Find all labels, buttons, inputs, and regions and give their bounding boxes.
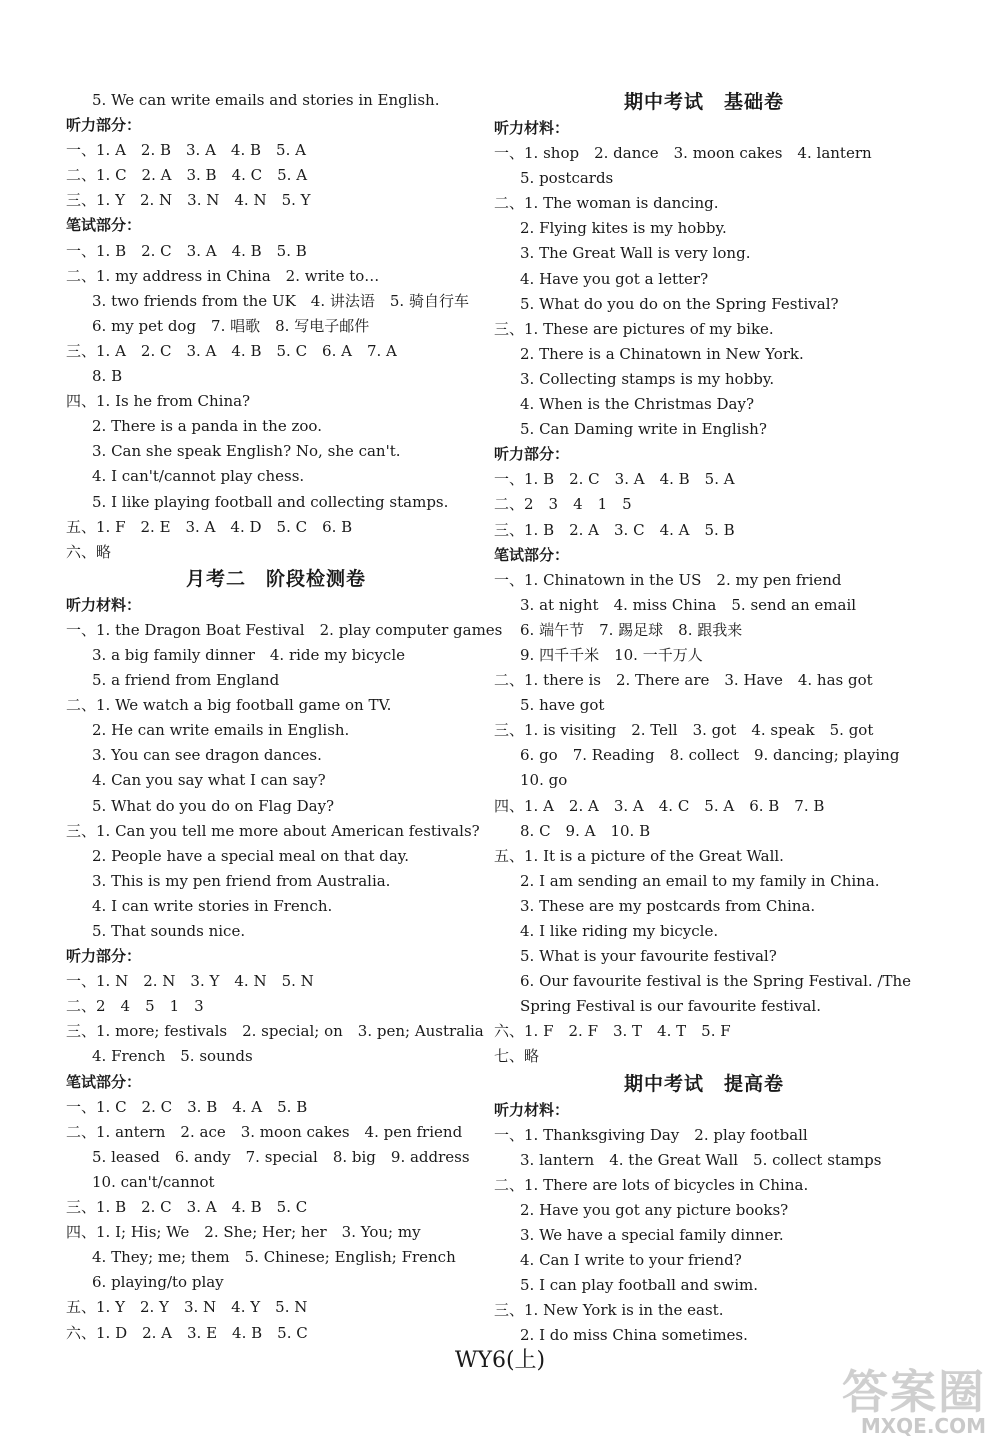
section-title: 期中考试 基础卷 bbox=[623, 91, 784, 113]
answer-line: 二、1. We watch a big football game on TV. bbox=[66, 696, 392, 715]
answer-line: 5. postcards bbox=[520, 169, 614, 188]
answer-line: 5. Can Daming write in English? bbox=[520, 420, 767, 439]
answer-line: 一、1. N 2. N 3. Y 4. N 5. N bbox=[66, 972, 314, 991]
section-label: 听力材料： bbox=[494, 119, 570, 137]
answer-line: 四、1. I; His; We 2. She; Her; her 3. You; my bbox=[66, 1223, 421, 1242]
answer-line: 5. I like playing football and collecting stamps. bbox=[92, 492, 449, 511]
right-column bbox=[494, 88, 914, 1349]
section-label: 听力材料： bbox=[494, 1100, 570, 1119]
answer-line: 三、1. New York is in the east. bbox=[494, 1301, 724, 1320]
answer-line: 二、1. antern 2. ace 3. moon cakes 4. pen friend bbox=[66, 1122, 463, 1141]
answer-line: 2. I do miss China sometimes. bbox=[520, 1326, 748, 1345]
section-title: 月考二 阶段检测卷 bbox=[185, 567, 366, 590]
answer-line: 6. Our favourite festival is the Spring Festival. /The bbox=[520, 972, 912, 991]
answer-line: 五、1. F 2. E 3. A 4. D 5. C 6. B bbox=[66, 517, 353, 536]
answer-line: 5. leased 6. andy 7. special 8. big 9. address bbox=[92, 1147, 470, 1166]
answer-line: 2. Flying kites is my hobby. bbox=[520, 219, 727, 238]
answer-line: 3. You can see dragon dances. bbox=[92, 746, 322, 765]
answer-line: 4. Have you got a letter? bbox=[520, 269, 709, 288]
answer-line: 6. go 7. Reading 8. collect 9. dancing; playing bbox=[520, 746, 900, 765]
answer-line: 二、1. my address in China 2. write to… bbox=[66, 266, 380, 285]
answer-line: 3. two friends from the UK 4. 讲法语 5. 骑自行车 bbox=[92, 291, 469, 310]
answer-line: 4. French 5. sounds bbox=[92, 1047, 253, 1066]
answer-line: 三、1. Can you tell me more about American festivals? bbox=[66, 821, 480, 840]
left-column bbox=[66, 88, 503, 1346]
answer-line: 4. I can't/cannot play chess. bbox=[92, 467, 305, 486]
answer-line: 2. He can write emails in English. bbox=[92, 721, 350, 740]
answer-line: 5. What do you do on the Spring Festival? bbox=[520, 294, 839, 313]
answer-line: 2. There is a Chinatown in New York. bbox=[520, 344, 804, 363]
answer-line: 2. There is a panda in the zoo. bbox=[92, 417, 322, 436]
answer-line: 5. I can play football and swim. bbox=[520, 1276, 758, 1295]
answer-line: 3. lantern 4. the Great Wall 5. collect stamps bbox=[520, 1150, 882, 1169]
answer-line: 一、1. B 2. C 3. A 4. B 5. A bbox=[494, 470, 735, 489]
answer-line: 4. Can I write to your friend? bbox=[520, 1251, 742, 1270]
answer-line: 四、1. A 2. A 3. A 4. C 5. A 6. B 7. B bbox=[494, 796, 825, 815]
answer-line: 5. What is your favourite festival? bbox=[520, 947, 777, 966]
answer-line: 三、1. B 2. A 3. C 4. A 5. B bbox=[494, 520, 735, 539]
section-label: 听力部分： bbox=[66, 116, 142, 135]
watermark-text: 答案圈 bbox=[842, 1364, 986, 1419]
answer-line: 3. at night 4. miss China 5. send an email bbox=[520, 595, 857, 614]
answer-line: 一、1. Chinatown in the US 2. my pen friend bbox=[494, 570, 842, 589]
answer-line: 3. We have a special family dinner. bbox=[520, 1226, 784, 1245]
answer-line: 3. The Great Wall is very long. bbox=[520, 244, 751, 263]
answer-line: 六、略 bbox=[66, 542, 112, 561]
answer-line: 4. I can write stories in French. bbox=[92, 896, 333, 915]
answer-line: 一、1. the Dragon Boat Festival 2. play computer games bbox=[66, 620, 503, 639]
watermark-url: MXQE.COM bbox=[860, 1414, 986, 1438]
answer-line: 3. Can she speak English? No, she can't. bbox=[92, 442, 401, 461]
answer-line: 一、1. Thanksgiving Day 2. play football bbox=[494, 1125, 808, 1144]
answer-line: 9. 四千千米 10. 一千万人 bbox=[520, 645, 703, 664]
answer-line: 六、1. D 2. A 3. E 4. B 5. C bbox=[66, 1323, 308, 1342]
answer-line: 4. When is the Christmas Day? bbox=[520, 395, 755, 414]
answer-line: 3. a big family dinner 4. ride my bicycle bbox=[92, 645, 405, 664]
watermark-logo bbox=[842, 1364, 986, 1438]
answer-line: 5. have got bbox=[520, 696, 605, 715]
answer-line: 3. This is my pen friend from Australia. bbox=[92, 871, 391, 890]
answer-line: 2. Have you got any picture books? bbox=[520, 1200, 789, 1219]
answer-line: 二、2 4 5 1 3 bbox=[66, 997, 204, 1016]
answer-line: 一、1. C 2. C 3. B 4. A 5. B bbox=[66, 1097, 308, 1116]
answer-line: 2. People have a special meal on that day. bbox=[92, 846, 410, 865]
section-label: 听力部分： bbox=[66, 947, 142, 966]
answer-line: 8. B bbox=[92, 367, 123, 386]
answer-line: 2. I am sending an email to my family in China. bbox=[520, 871, 880, 890]
section-label: 听力部分： bbox=[494, 445, 570, 464]
answer-line: 3. Collecting stamps is my hobby. bbox=[520, 369, 775, 388]
answer-line: 五、1. It is a picture of the Great Wall. bbox=[494, 846, 784, 865]
answer-line: 4. Can you say what I can say? bbox=[92, 771, 326, 790]
answer-line: 10. go bbox=[520, 771, 568, 790]
answer-line: 4. I like riding my bicycle. bbox=[520, 922, 719, 940]
answer-line: 4. They; me; them 5. Chinese; English; French bbox=[92, 1248, 456, 1267]
answer-line: 三、1. more; festivals 2. special; on 3. pen; Australia bbox=[66, 1022, 484, 1041]
answer-line: 七、略 bbox=[494, 1047, 540, 1066]
answer-line: 6. playing/to play bbox=[92, 1273, 224, 1292]
answer-line: 一、1. A 2. B 3. A 4. B 5. A bbox=[66, 141, 306, 160]
answer-line: 二、1. C 2. A 3. B 4. C 5. A bbox=[66, 166, 308, 185]
answer-line: 5. We can write emails and stories in English. bbox=[92, 91, 440, 109]
answer-line: 10. can't/cannot bbox=[92, 1172, 215, 1191]
answer-line: 5. That sounds nice. bbox=[92, 922, 246, 940]
answer-line: 三、1. is visiting 2. Tell 3. got 4. speak 5. got bbox=[494, 721, 874, 740]
answer-line: 四、1. Is he from China? bbox=[66, 392, 251, 411]
section-label: 笔试部分： bbox=[494, 545, 570, 564]
answer-line: Spring Festival is our favourite festival. bbox=[520, 997, 821, 1016]
answer-line: 三、1. A 2. C 3. A 4. B 5. C 6. A 7. A bbox=[66, 341, 397, 360]
page-number: WY6(上) bbox=[454, 1348, 546, 1373]
answer-line: 3. These are my postcards from China. bbox=[520, 896, 816, 915]
answer-line: 一、1. B 2. C 3. A 4. B 5. B bbox=[66, 241, 307, 260]
answer-line: 三、1. These are pictures of my bike. bbox=[494, 319, 774, 338]
section-label: 听力材料： bbox=[66, 595, 142, 614]
answer-line: 五、1. Y 2. Y 3. N 4. Y 5. N bbox=[66, 1298, 308, 1317]
answer-line: 6. my pet dog 7. 唱歌 8. 写电子邮件 bbox=[92, 316, 370, 335]
answer-line: 六、1. F 2. F 3. T 4. T 5. F bbox=[494, 1022, 731, 1041]
answer-line: 一、1. shop 2. dance 3. moon cakes 4. lantern bbox=[494, 144, 872, 163]
answer-line: 三、1. B 2. C 3. A 4. B 5. C bbox=[66, 1198, 308, 1217]
answer-line: 8. C 9. A 10. B bbox=[520, 821, 651, 840]
answer-line: 5. a friend from England bbox=[92, 671, 280, 690]
answer-line: 三、1. Y 2. N 3. N 4. N 5. Y bbox=[66, 191, 311, 210]
answer-line: 二、1. There are lots of bicycles in China. bbox=[494, 1175, 809, 1194]
section-label: 笔试部分： bbox=[66, 1072, 142, 1091]
answer-line: 5. What do you do on Flag Day? bbox=[92, 796, 335, 815]
answer-line: 二、1. there is 2. There are 3. Have 4. has got bbox=[494, 671, 873, 690]
section-label: 笔试部分： bbox=[66, 216, 142, 235]
answer-line: 二、2 3 4 1 5 bbox=[494, 495, 632, 514]
section-title: 期中考试 提高卷 bbox=[623, 1072, 784, 1095]
answer-line: 6. 端午节 7. 踢足球 8. 跟我来 bbox=[520, 620, 743, 639]
answer-line: 二、1. The woman is dancing. bbox=[494, 194, 719, 213]
